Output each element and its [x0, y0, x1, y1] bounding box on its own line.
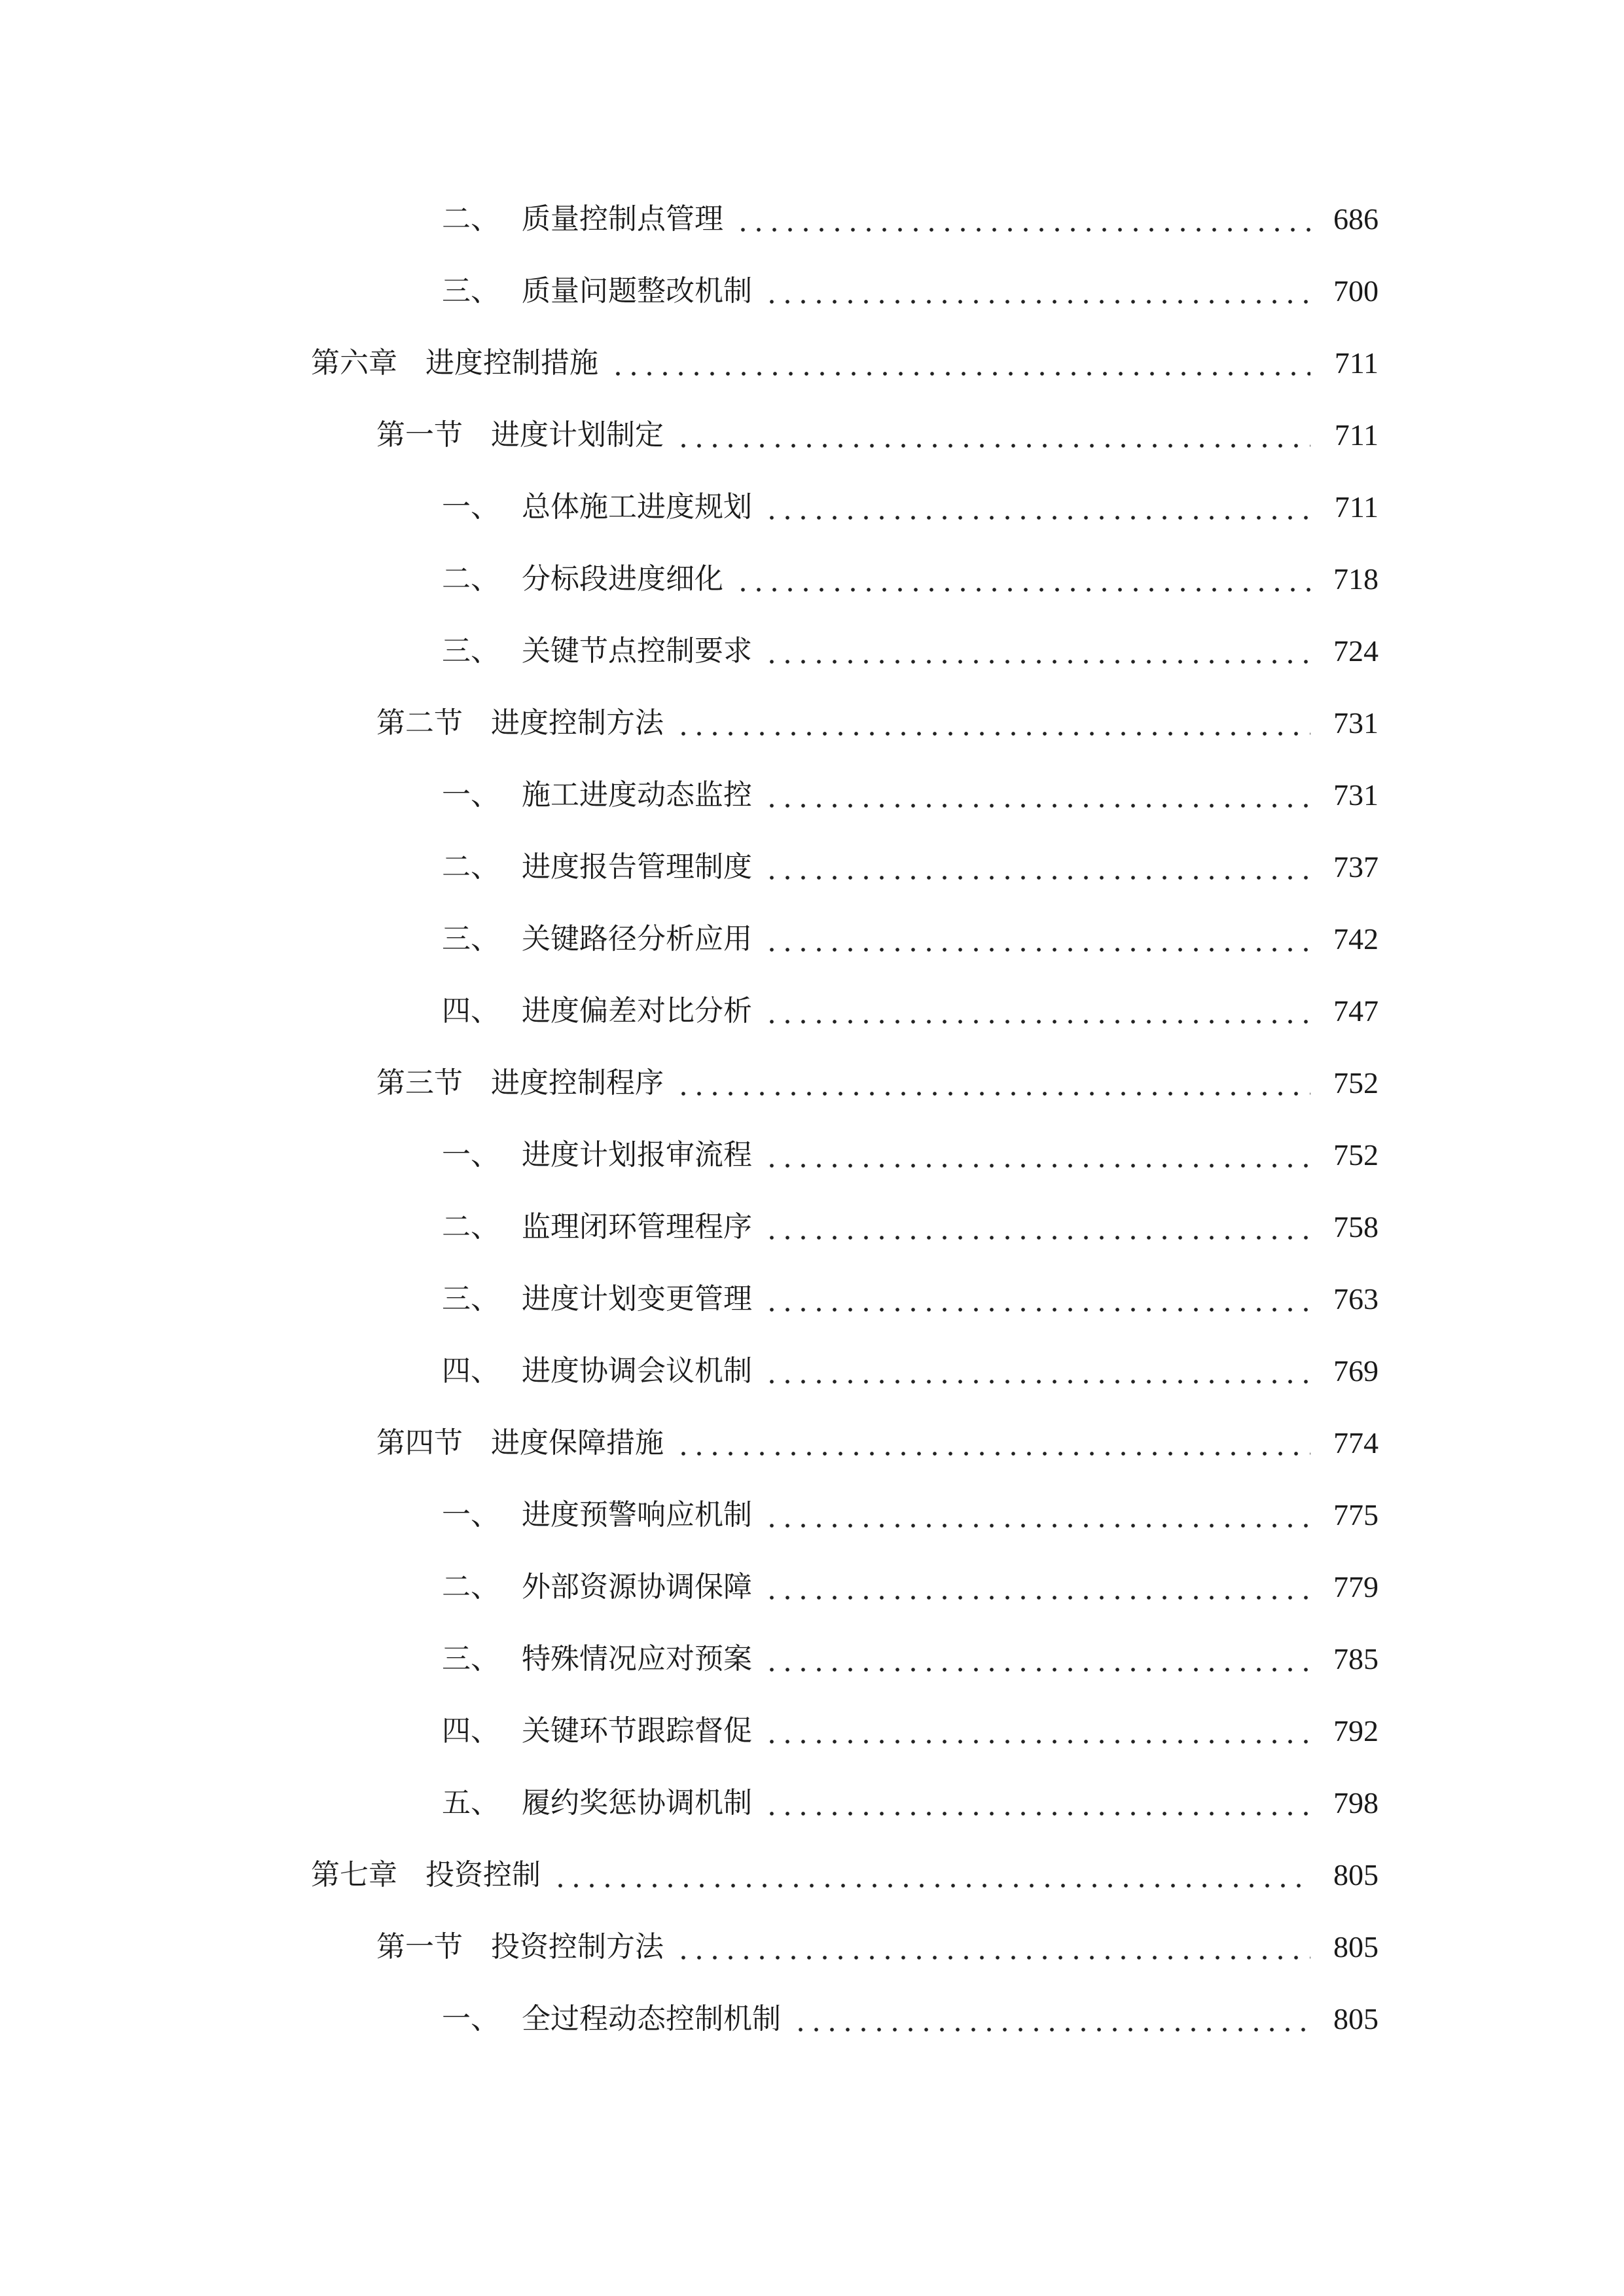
toc-entry[interactable] [442, 985, 1379, 1037]
dot-leader [676, 409, 1310, 461]
toc-entry-title: 履约奖惩协调机制 [522, 1786, 752, 1820]
toc-entry-title: 总体施工进度规划 [522, 490, 752, 524]
toc-entry-page: 718 [1333, 562, 1379, 596]
toc-entry-page: 805 [1333, 2002, 1379, 2036]
dot-leader [552, 1849, 1310, 1901]
toc-entry[interactable] [311, 1849, 1379, 1901]
toc-entry-page: 711 [1334, 346, 1379, 380]
dot-leader [764, 625, 1310, 677]
toc-entry-title: 进度预警响应机制 [522, 1498, 752, 1532]
toc-entry[interactable] [442, 481, 1379, 533]
toc-entry-title: 投资控制方法 [491, 1930, 664, 1964]
toc-entry[interactable] [442, 913, 1379, 965]
toc-entry-number: 第七章 [311, 1858, 397, 1892]
toc-entry-page: 686 [1333, 202, 1379, 236]
toc-entry[interactable] [442, 625, 1379, 677]
toc-entry-title: 进度协调会议机制 [522, 1354, 752, 1388]
toc-entry[interactable] [376, 697, 1379, 749]
toc-entry[interactable] [442, 1777, 1379, 1829]
toc-entry-page: 805 [1333, 1930, 1379, 1964]
toc-entry-title: 进度控制方法 [491, 706, 664, 740]
dot-leader [764, 265, 1310, 317]
toc-entry-number: 二、 [442, 1210, 499, 1244]
toc-entry-number: 五、 [442, 1786, 499, 1820]
toc-entry-number: 三、 [442, 274, 499, 308]
toc-entry-page: 731 [1333, 778, 1379, 812]
toc-entry-number: 一、 [442, 490, 499, 524]
toc-entry-page: 763 [1333, 1282, 1379, 1316]
dot-leader [735, 193, 1310, 245]
toc-entry-number: 一、 [442, 2002, 499, 2036]
toc-entry-title: 进度偏差对比分析 [522, 994, 752, 1028]
toc-entry-number: 二、 [442, 202, 499, 236]
toc-entry-title: 全过程动态控制机制 [522, 2002, 781, 2036]
toc-entry[interactable] [376, 1417, 1379, 1469]
toc-entry-page: 700 [1333, 274, 1379, 308]
toc-entry-page: 805 [1333, 1858, 1379, 1892]
toc-entry-title: 分标段进度细化 [522, 562, 723, 596]
toc-entry-title: 关键环节跟踪督促 [522, 1714, 752, 1748]
toc-entry-page: 737 [1333, 850, 1379, 884]
toc-entry-page: 779 [1333, 1570, 1379, 1604]
toc-entry[interactable] [442, 553, 1379, 605]
toc-entry-page: 731 [1333, 706, 1379, 740]
dot-leader [764, 769, 1310, 821]
toc-entry[interactable] [376, 409, 1379, 461]
toc-entry-title: 特殊情况应对预案 [522, 1642, 752, 1676]
toc-entry-page: 758 [1333, 1210, 1379, 1244]
toc-entry-number: 第一节 [376, 1930, 463, 1964]
toc-entry-number: 四、 [442, 994, 499, 1028]
toc-entry-number: 二、 [442, 562, 499, 596]
toc-entry-title: 质量问题整改机制 [522, 274, 752, 308]
toc-entry[interactable] [442, 1993, 1379, 2045]
toc-entry-page: 747 [1333, 994, 1379, 1028]
dot-leader [764, 1561, 1310, 1613]
dot-leader [793, 1993, 1310, 2045]
toc-entry-number: 四、 [442, 1714, 499, 1748]
dot-leader [676, 1057, 1310, 1109]
dot-leader [764, 841, 1310, 893]
toc-entry[interactable] [442, 769, 1379, 821]
toc-entry[interactable] [442, 1633, 1379, 1685]
toc-entry-number: 第三节 [376, 1066, 463, 1100]
toc-entry-page: 711 [1334, 490, 1379, 524]
toc-entry-number: 四、 [442, 1354, 499, 1388]
toc-entry-number: 三、 [442, 1282, 499, 1316]
dot-leader [764, 985, 1310, 1037]
dot-leader [764, 913, 1310, 965]
toc-entry-page: 711 [1334, 418, 1379, 452]
toc-entry-page: 798 [1333, 1786, 1379, 1820]
toc-entry-title: 进度控制措施 [425, 346, 598, 380]
toc-entry-page: 785 [1333, 1642, 1379, 1676]
dot-leader [764, 481, 1310, 533]
dot-leader [676, 1417, 1310, 1469]
toc-entry-number: 二、 [442, 1570, 499, 1604]
toc-entry-number: 一、 [442, 1138, 499, 1172]
toc-entry-number: 二、 [442, 850, 499, 884]
toc-entry-number: 第二节 [376, 706, 463, 740]
toc-entry[interactable] [442, 193, 1379, 245]
toc-entry[interactable] [311, 337, 1379, 389]
toc-entry[interactable] [442, 1201, 1379, 1253]
dot-leader [764, 1633, 1310, 1685]
dot-leader [676, 1921, 1310, 1973]
toc-entry-page: 792 [1333, 1714, 1379, 1748]
dot-leader [764, 1201, 1310, 1253]
toc-entry-title: 进度计划报审流程 [522, 1138, 752, 1172]
toc-entry-number: 第四节 [376, 1426, 463, 1460]
dot-leader [764, 1273, 1310, 1325]
toc-entry-page: 774 [1333, 1426, 1379, 1460]
toc-entry-title: 关键路径分析应用 [522, 922, 752, 956]
toc-entry[interactable] [442, 841, 1379, 893]
toc-entry-page: 775 [1333, 1498, 1379, 1532]
toc-entry-number: 第六章 [311, 346, 397, 380]
toc-entry-title: 进度报告管理制度 [522, 850, 752, 884]
dot-leader [610, 337, 1310, 389]
toc-entry-number: 三、 [442, 634, 499, 668]
toc-entry-page: 724 [1333, 634, 1379, 668]
toc-entry[interactable] [442, 1273, 1379, 1325]
toc-entry[interactable] [442, 1705, 1379, 1757]
toc-entry-title: 进度计划变更管理 [522, 1282, 752, 1316]
toc-entry-title: 投资控制 [425, 1858, 541, 1892]
toc-entry-page: 752 [1333, 1066, 1379, 1100]
toc-entry-title: 进度保障措施 [491, 1426, 664, 1460]
toc-entry[interactable] [442, 1561, 1379, 1613]
dot-leader [764, 1489, 1310, 1541]
dot-leader [676, 697, 1310, 749]
toc-entry-title: 外部资源协调保障 [522, 1570, 752, 1604]
dot-leader [735, 553, 1310, 605]
toc-entry-number: 一、 [442, 778, 499, 812]
toc-entry-page: 742 [1333, 922, 1379, 956]
toc-entry[interactable] [376, 1921, 1379, 1973]
toc-entry-title: 进度计划制定 [491, 418, 664, 452]
dot-leader [764, 1705, 1310, 1757]
toc-entry-number: 第一节 [376, 418, 463, 452]
dot-leader [764, 1777, 1310, 1829]
toc-entry[interactable] [376, 1057, 1379, 1109]
toc-entry[interactable] [442, 1489, 1379, 1541]
toc-entry-number: 三、 [442, 1642, 499, 1676]
toc-entry[interactable] [442, 1345, 1379, 1397]
toc-entry-number: 一、 [442, 1498, 499, 1532]
toc-entry-title: 施工进度动态监控 [522, 778, 752, 812]
dot-leader [764, 1345, 1310, 1397]
toc-entry-page: 769 [1333, 1354, 1379, 1388]
dot-leader [764, 1129, 1310, 1181]
toc-entry-title: 关键节点控制要求 [522, 634, 752, 668]
toc-entry[interactable] [442, 1129, 1379, 1181]
toc-entry[interactable] [442, 265, 1379, 317]
toc-entry-title: 进度控制程序 [491, 1066, 664, 1100]
toc-entry-title: 监理闭环管理程序 [522, 1210, 752, 1244]
toc-entry-title: 质量控制点管理 [522, 202, 723, 236]
toc-entry-page: 752 [1333, 1138, 1379, 1172]
toc-entry-number: 三、 [442, 922, 499, 956]
